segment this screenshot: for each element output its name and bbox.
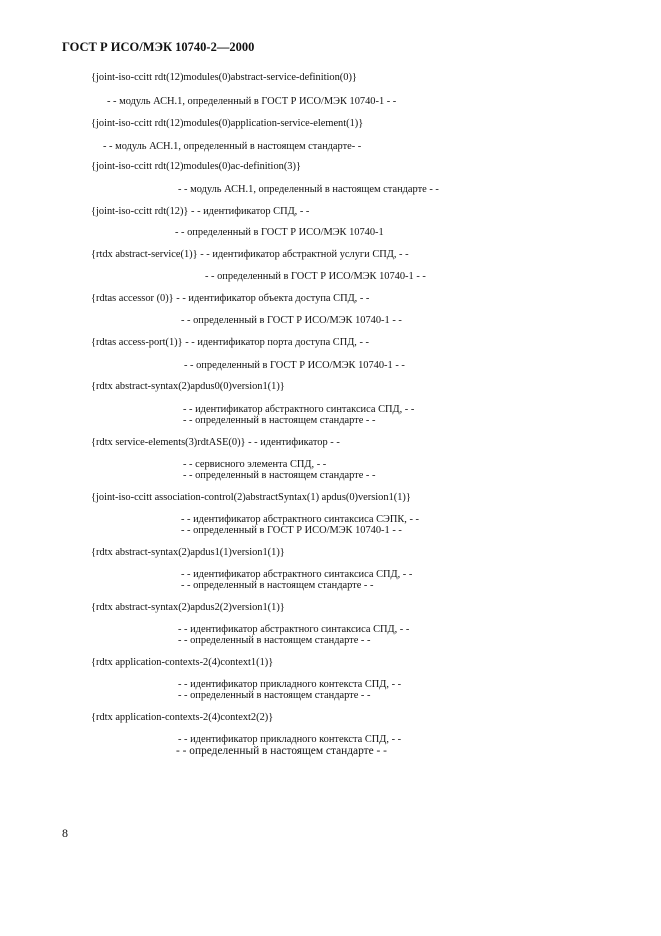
oid-application-context1: {rdtx application-contexts-2(4)context1(1)} (91, 657, 274, 668)
comment-defined-this-standard: - - определенный в настоящем стандарте - - (183, 470, 376, 481)
oid-abstract-syntax-apdus1: {rdtx abstract-syntax(2)apdus1(1)version1(1)} (91, 547, 285, 558)
comment-defined-this-standard: - - определенный в настоящем стандарте - - (176, 745, 387, 757)
oid-abstract-service-definition: {joint-iso-ccitt rdt(12)modules(0)abstract-service-definition(0)} (91, 72, 357, 83)
comment-application-context-identifier: - - идентификатор прикладного контекста СПД, - - (178, 679, 402, 690)
comment-defined-this-standard: - - определенный в настоящем стандарте - - (183, 415, 376, 426)
comment-defined-10740-1: - - определенный в ГОСТ Р ИСО/МЭК 10740-1 (175, 227, 384, 238)
oid-application-context2: {rdtx application-contexts-2(4)context2(2)} (91, 712, 274, 723)
oid-abstract-syntax-apdus2: {rdtx abstract-syntax(2)apdus2(2)version1(1)} (91, 602, 285, 613)
page-number: 8 (62, 826, 68, 840)
comment-defined-this-standard: - - определенный в настоящем стандарте - - (181, 580, 374, 591)
oid-abstract-syntax-apdus0: {rdtx abstract-syntax(2)apdus0(0)version1(1)} (91, 381, 285, 392)
comment-service-element: - - сервисного элемента СПД, - - (183, 459, 327, 470)
oid-abstract-service: {rtdx abstract-service(1)} - - идентификатор абстрактной услуги СПД, - - (91, 249, 409, 260)
oid-accessor: {rdtas accessor (0)} - - идентификатор объекта доступа СПД, - - (91, 293, 370, 304)
comment-module-asn1-this-standard: - - модуль АСН.1, определенный в настоящем стандарте- - (103, 141, 362, 152)
comment-defined-this-standard: - - определенный в настоящем стандарте - - (178, 690, 371, 701)
comment-defined-10740-1: - - определенный в ГОСТ Р ИСО/МЭК 10740-1 - - (181, 525, 402, 536)
oid-application-service-element: {joint-iso-ccitt rdt(12)modules(0)application-service-element(1)} (91, 118, 364, 129)
oid-ac-definition: {joint-iso-ccitt rdt(12)modules(0)ac-definition(3)} (91, 161, 301, 172)
comment-defined-10740-1: - - определенный в ГОСТ Р ИСО/МЭК 10740-1 - - (184, 360, 405, 371)
comment-application-context-identifier: - - идентификатор прикладного контекста СПД, - - (178, 734, 402, 745)
comment-defined-10740-1: - - определенный в ГОСТ Р ИСО/МЭК 10740-1 - - (205, 271, 426, 282)
oid-rdt-identifier: {joint-iso-ccitt rdt(12)} - - идентификатор СПД, - - (91, 206, 310, 217)
comment-module-asn1-10740-1: - - модуль АСН.1, определенный в ГОСТ Р ИСО/МЭК 10740-1 - - (107, 96, 397, 107)
oid-association-control: {joint-iso-ccitt association-control(2)abstractSyntax(1) apdus(0)version1(1)} (91, 492, 411, 503)
oid-access-port: {rdtas access-port(1)} - - идентификатор порта доступа СПД, - - (91, 337, 370, 348)
comment-defined-this-standard: - - определенный в настоящем стандарте - - (178, 635, 371, 646)
document-header: ГОСТ Р ИСО/МЭК 10740-2—2000 (62, 40, 255, 54)
comment-abstract-syntax-identifier: - - идентификатор абстрактного синтаксиса СПД, - - (181, 569, 413, 580)
comment-abstract-syntax-acse: - - идентификатор абстрактного синтаксиса СЭПК, - - (181, 514, 420, 525)
comment-abstract-syntax-identifier: - - идентификатор абстрактного синтаксиса СПД, - - (183, 404, 415, 415)
oid-service-elements: {rdtx service-elements(3)rdtASE(0)} - - идентификатор - - (91, 437, 340, 448)
comment-defined-10740-1: - - определенный в ГОСТ Р ИСО/МЭК 10740-1 - - (181, 315, 402, 326)
comment-module-asn1-this-standard: - - модуль АСН.1, определенный в настоящем стандарте - - (178, 184, 439, 195)
comment-abstract-syntax-identifier: - - идентификатор абстрактного синтаксиса СПД, - - (178, 624, 410, 635)
